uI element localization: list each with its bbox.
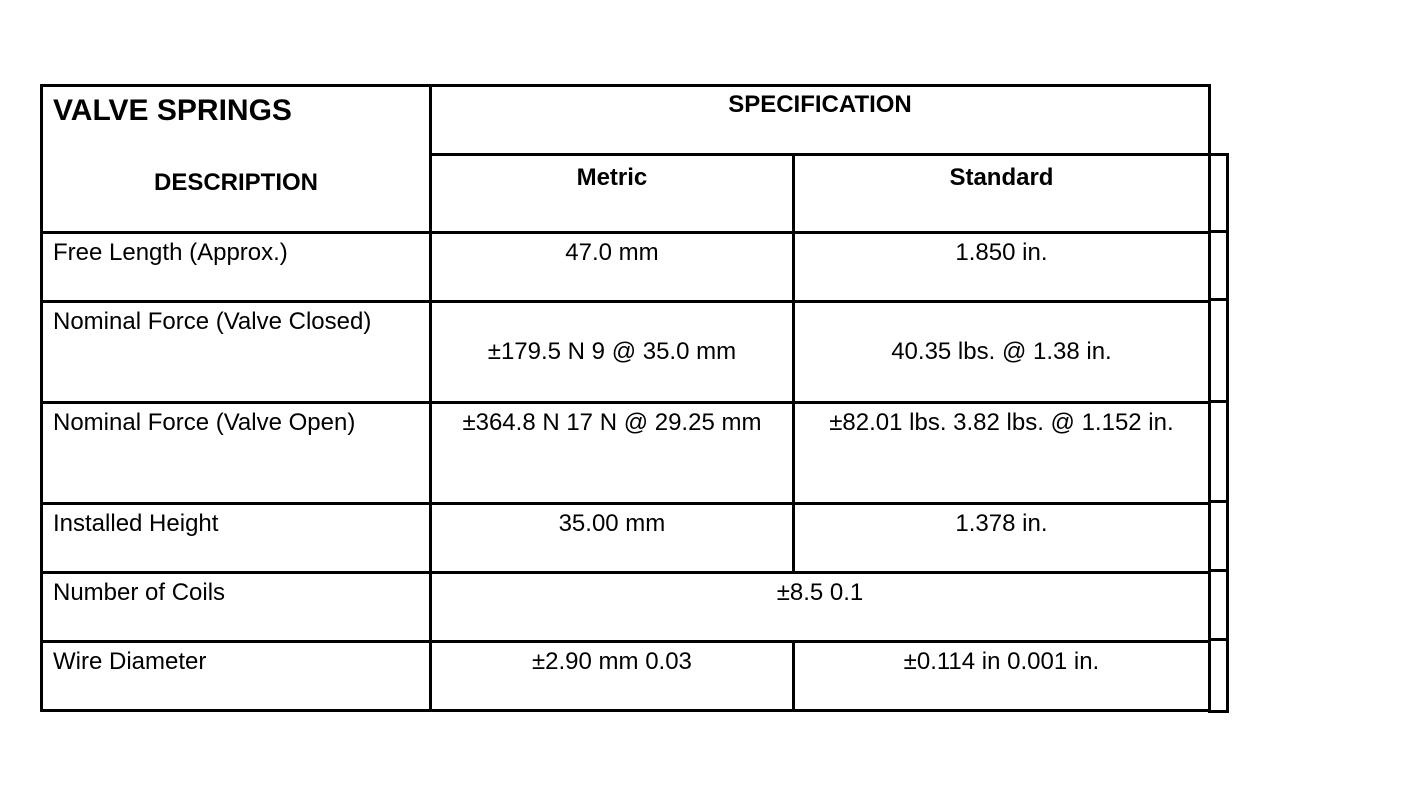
standard-header: Standard (793, 155, 1209, 233)
table-row (42, 403, 1210, 504)
table-row (42, 642, 1210, 711)
row-description: Nominal Force (Valve Open) (42, 403, 431, 504)
table-right-frame (1208, 153, 1229, 713)
valve-springs-table (40, 84, 1211, 712)
table-row (42, 573, 1210, 642)
table-row (42, 233, 1210, 302)
table-header-row (42, 86, 1210, 155)
row-standard-value: ±82.01 lbs. 3.82 lbs. @ 1.152 in. (793, 403, 1209, 504)
row-description: Installed Height (42, 504, 431, 573)
frame-divider (1208, 230, 1229, 233)
row-metric-value: ±2.90 mm 0.03 (430, 642, 793, 711)
frame-divider (1208, 638, 1229, 641)
frame-divider (1208, 569, 1229, 572)
row-standard-value: 1.850 in. (793, 233, 1209, 302)
row-description: Free Length (Approx.) (42, 233, 431, 302)
table-row (42, 504, 1210, 573)
metric-header: Metric (430, 155, 793, 233)
row-standard-value: 40.35 lbs. @ 1.38 in. (793, 302, 1209, 403)
row-metric-value: ±364.8 N 17 N @ 29.25 mm (430, 403, 793, 504)
table-title: VALVE SPRINGS (42, 86, 431, 155)
frame-divider (1208, 400, 1229, 403)
table-subheader-row (42, 155, 1210, 233)
row-standard-value: 1.378 in. (793, 504, 1209, 573)
row-description: Nominal Force (Valve Closed) (42, 302, 431, 403)
row-metric-value: 47.0 mm (430, 233, 793, 302)
row-metric-value: 35.00 mm (430, 504, 793, 573)
specification-header: SPECIFICATION (430, 86, 1209, 155)
row-description: Wire Diameter (42, 642, 431, 711)
frame-divider (1208, 298, 1229, 301)
frame-divider (1208, 500, 1229, 503)
row-combined-value: ±8.5 0.1 (430, 573, 1209, 642)
table-row (42, 302, 1210, 403)
row-description: Number of Coils (42, 573, 431, 642)
row-standard-value: ±0.114 in 0.001 in. (793, 642, 1209, 711)
description-header: DESCRIPTION (42, 155, 431, 233)
row-metric-value: ±179.5 N 9 @ 35.0 mm (430, 302, 793, 403)
